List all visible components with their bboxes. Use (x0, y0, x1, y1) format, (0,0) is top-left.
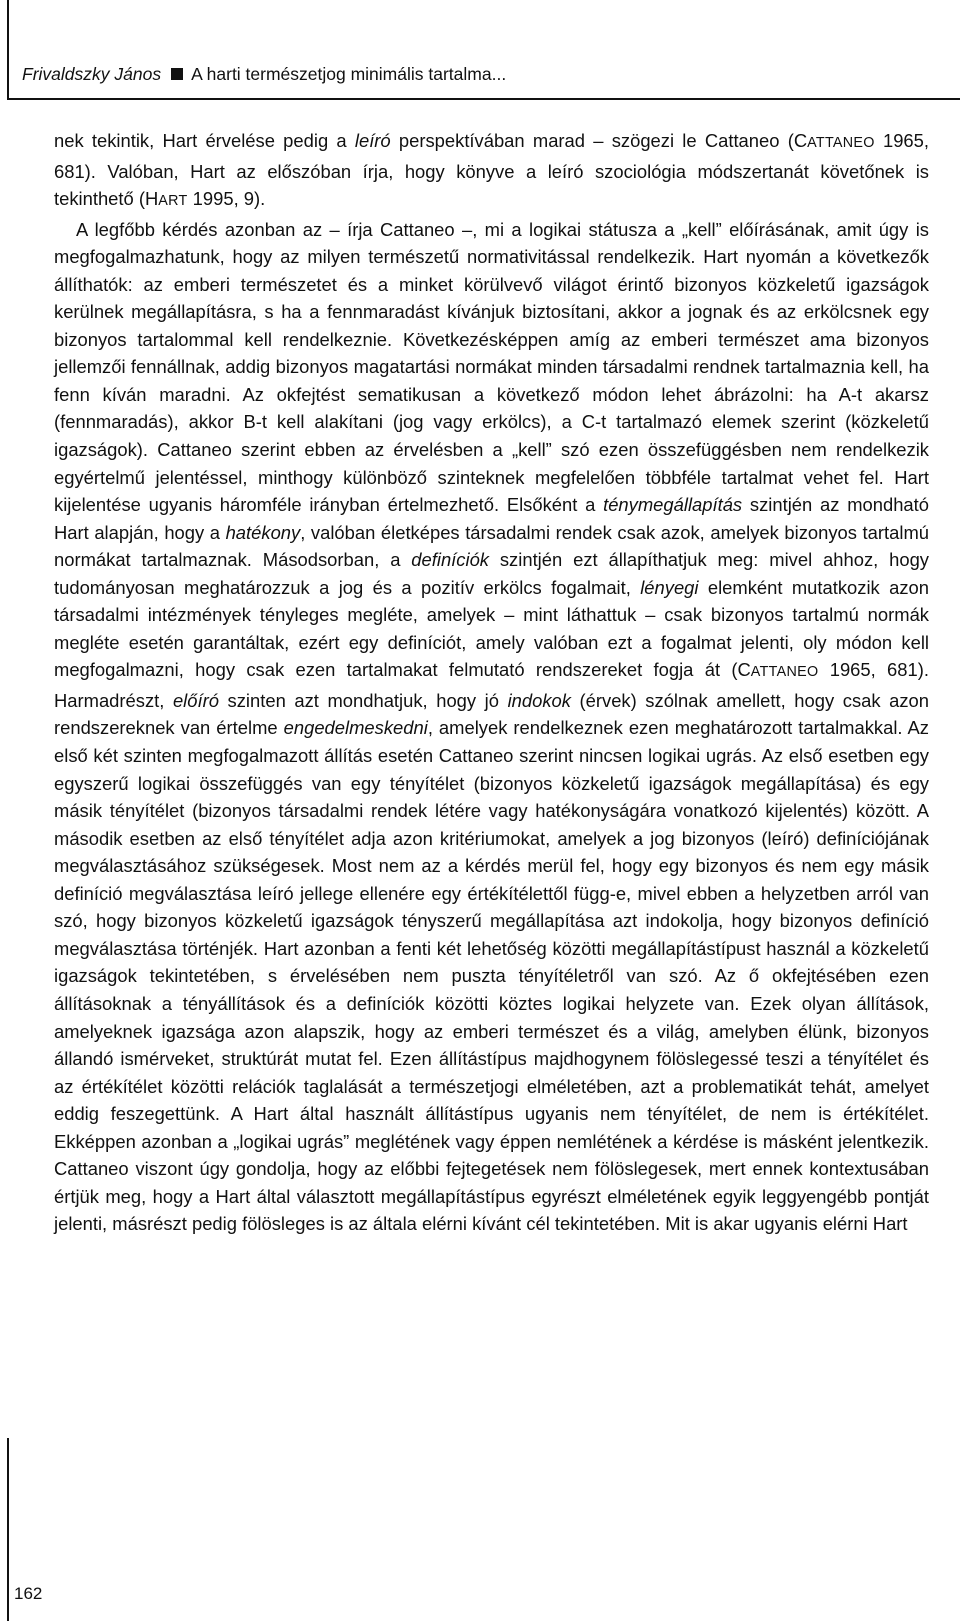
square-bullet-icon (171, 68, 183, 80)
paragraph-1 (54, 127, 929, 216)
running-head-title: A harti természetjog minimális tartalma... (191, 64, 507, 84)
text-run: , valóban életképes társadalmi rendek csak azok, amelyek bizonyos tartalmú normákat tartalmaznak. Másodsorban, a (54, 521, 929, 571)
italic-run: lényegi (640, 576, 699, 598)
page-number: 162 (14, 1584, 43, 1603)
paragraph-2 (54, 216, 929, 1238)
page-frame-left-rule (7, 0, 9, 98)
text-run: 1995, 9). (187, 188, 266, 210)
text-run: szintjén ezt állapíthatjuk meg: mivel ahhoz, hogy tudományosan meghatározzuk a jog és a pozitív erkölcs fogalmait, (54, 549, 929, 598)
text-run: 1965, 681). Harmadrészt, (54, 659, 929, 711)
text-run: nek tekintik, Hart érvelése pedig a (54, 130, 355, 151)
text-run: 1965, 681). Valóban, Hart az előszóban írja, hogy könyve a leíró szociológia módszertanát követőnek is tekinthető (H (54, 130, 929, 210)
italic-run: leíró (354, 130, 391, 151)
running-head-author: Frivaldszky János (22, 64, 162, 84)
small-caps-run: ART (158, 193, 188, 210)
text-run: , amelyek rendelkeznek ezen meghatározott tartalmakkal. Az első két szinten megfogalmazott állítás esetén Cattaneo szerint nincsen logikai ugrás. Az első esetben egy egyszerű logikai összefüggés van egy tényítélet (bizonyos közkeletű igazságok megállapítása) és egy másik tényítélet (bizonyos társadalmi rendek létére vagy hatékonyságára vonatkozó kijelentés) között. A második esetben az első tényítélet adja azon kritériumokat, amelyek a jog bizonyos (leíró) definíciójának megválasztásához szükségesek. Most nem az a kérdés merül fel, hogy egy bizonyos és nem egy másik definíció megválasztása leíró jellege ellenére egy értékítélettől függ-e, mivel ebben a helyzetben arról van szó, hogy bizonyos közkeletű igazságok tényszerű megállapítása azt indokolja, hogy bizonyos definíció megválasztása történjék. Hart azonban a fenti két lehetőség közötti megállapítástípust használ a közkeletű igazságok tekintetében, s érvelésében nem puszta tényítéletről van szó. Az ő okfejtésében ezen állításoknak a tényállítások és a definíciók közötti köztes logikai helyzete van. Ezek olyan állítások, amelyeknek igazsága azon alapszik, hogy az emberi természet és a világ, amelyben élünk, bizonyos állandó ismérveket, struktúrát mutat fel. Ezen állítástípus majdhogynem fölöslegessé teszi a tényítélet és az értékítélet közötti relációk taglalását a természetjogi elméletében, azt a problematikát tehát, amelyet eddig feszegettünk. A Hart által használt állítástípus ugyanis nem tényítélet, de nem is értékítélet. Ekképpen azonban a „logikai ugrás” meglétének vagy éppen nemlétének a kérdése is másként jelentkezik. Cattaneo viszont úgy gondolja, hogy az előbbi fejtegetések nem fölöslegesek, mert ennek kontextusában értjük meg, hogy a Hart által választott megállapítástípus egyrészt elméletének egyik leggyengébb pontját jelenti, másrészt pedig fölösleges is az általa elérni kívánt cél tekintetében. Mit is akar ugyanis elérni Hart (54, 717, 929, 1235)
text-run: A legfőbb kérdés azonban az – írja Cattaneo –, mi a logikai státusza a „kell” előírásának, amit úgy is megfogalmazhatunk, hogy az milyen természetű normativitással rendelkezik. Hart nyomán a következők állíthatók: az emberi természetet és a minket körülvevő világot érintő bizonyos közkeletű igazságok kerülnek megállapításra, s ha a fennmaradást kívánjuk biztosítani, akkor a jognak és az erkölcsnek egy bizonyos tartalommal kell rendelkeznie. Következésképpen amíg az emberi természet ama bizonyos jellemzői fennállnak, addig bizonyos magatartási normákat minden társadalmi rendnek tartalmaznia kell, ha fenn kíván maradni. Az okfejtést sematikusan a következő módon lehet ábrázolni: ha A-t akarsz (fennmaradás), akkor B-t kell alakítani (jog vagy erkölcs), a C-t tartalmazó elemek szerint (közkeletű igazságok). Cattaneo szerint ebben az érvelésben a „kell” szó ezen összefüggésben nem rendelkezik egyértelmű jelentéssel, minthogy különböző szinteknek megfelelően többféle tartalmat vehet fel. Hart kijelentése ugyanis háromféle irányban értelmezhető. Elsőként a (54, 218, 929, 516)
italic-run: hatékony (225, 521, 301, 543)
small-caps-run: ATTANEO (807, 135, 875, 151)
small-caps-run: ATTANEO (750, 664, 819, 681)
text-run: szintjén az mondható Hart alapján, hogy a (54, 494, 929, 543)
italic-run: ténymegállapítás (603, 494, 743, 516)
page-frame-bottom-left-rule (7, 1438, 9, 1621)
text-run: (érvek) szólnak amellett, hogy csak azon rendszereknek van értelme (54, 689, 930, 739)
italic-run: engedelmeskedni (283, 717, 428, 739)
italic-run: definíciók (411, 549, 489, 571)
header-rule (7, 98, 960, 100)
running-head (22, 64, 506, 85)
text-run: szinten azt mondhatjuk, hogy jó (218, 689, 508, 711)
italic-run: előíró (172, 689, 219, 711)
text-run: elemként mutatkozik azon társadalmi intézmények tényleges megléte, amelyek – mint láthattuk – csak bizonyos tartalmú normák megléte esetén garantáltak, ezért egy definíciót, amely valóban ezt a fogalmat jelenti, oly módon kell megfogalmazni, hogy csak ezen tartalmakat felmutató rendszereket fogja át (C (54, 576, 929, 681)
body-text (54, 127, 929, 1238)
text-run: perspektívában marad – szögezi le Cattaneo (C (390, 130, 808, 151)
italic-run: indokok (507, 689, 571, 711)
